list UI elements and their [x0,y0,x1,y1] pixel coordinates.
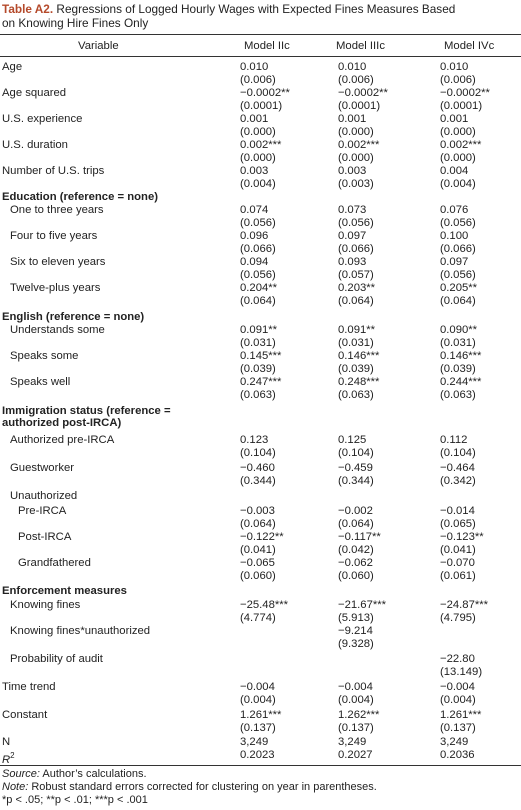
model-2-value: 0.073 [338,204,367,216]
model-1-value: 0.003 [240,165,269,177]
row-label: Grandfathered [18,557,91,569]
table-row [0,625,521,638]
table-number: Table A2. [2,2,54,16]
model-2-value: (0.063) [338,389,374,401]
model-3-value: −0.070 [440,557,475,569]
table-row [0,518,521,531]
model-2-value: −0.004 [338,681,373,693]
table-row [0,653,521,666]
model-3-value: −0.0002** [440,87,490,99]
table-row [0,694,521,707]
model-1-value: (4.774) [240,612,276,624]
source-label: Source: [2,768,40,780]
model-3-value: 0.146*** [440,350,482,362]
model-1-value: 0.094 [240,256,269,268]
model-3-value: (0.039) [440,363,476,375]
model-1-value: −0.003 [240,505,275,517]
model-3-value: 0.002*** [440,139,482,151]
top-rule [0,34,521,35]
table-row [0,585,521,598]
model-2-value: (0.004) [338,694,374,706]
model-2-value: (9.328) [338,638,374,650]
model-2-value: 0.203** [338,282,376,294]
header-variable: Variable [78,40,119,52]
model-2-value: (0.006) [338,74,374,86]
model-1-value: −0.0002** [240,87,290,99]
model-2-value: (0.104) [338,447,374,459]
model-1-value: 0.074 [240,204,269,216]
model-1-value: (0.063) [240,389,276,401]
row-label: Immigration status (reference = [2,405,171,417]
table-row [0,311,521,324]
model-3-value: 0.004 [440,165,469,177]
table-row [0,324,521,337]
model-3-value: (0.041) [440,544,476,556]
model-1-value: −0.460 [240,462,275,474]
model-1-value: 3,249 [240,736,269,748]
table-row [0,681,521,694]
model-3-value: 0.097 [440,256,469,268]
model-3-value: −24.87*** [440,599,489,611]
table-row [0,139,521,152]
row-label: U.S. duration [2,139,68,151]
row-label: authorized post-IRCA) [2,417,122,429]
model-2-value: (0.064) [338,518,374,530]
row-label: Age [2,61,23,73]
row-label: Unauthorized [10,490,78,502]
model-3-value: −0.464 [440,462,475,474]
table-row [0,363,521,376]
model-1-value: 0.204** [240,282,278,294]
row-label: Time trend [2,681,56,693]
table-row [0,87,521,100]
model-3-value: 0.244*** [440,376,482,388]
table-row [0,447,521,460]
row-label-superscript: 2 [10,751,15,760]
table-row [0,490,521,503]
model-3-value: (0.063) [440,389,476,401]
table-row [0,612,521,625]
model-2-value: −0.0002** [338,87,388,99]
table-row [0,531,521,544]
model-1-value: (0.0001) [240,100,283,112]
model-3-value: (0.004) [440,694,476,706]
model-3-value: 0.100 [440,230,469,242]
table-row [0,256,521,269]
table-row [0,74,521,87]
table-row [0,337,521,350]
model-2-value: (0.031) [338,337,374,349]
table-row [0,709,521,722]
model-1-value: (0.000) [240,126,276,138]
model-2-value: 0.010 [338,61,367,73]
table-row [0,126,521,139]
table-row [0,113,521,126]
table-row [0,570,521,583]
model-2-value: (0.064) [338,295,374,307]
table-row [0,376,521,389]
header-rule [0,56,521,57]
table-row [0,100,521,113]
model-1-value: (0.137) [240,722,276,734]
model-1-value: 0.247*** [240,376,282,388]
row-label: Constant [2,709,48,721]
table-row [0,666,521,679]
model-1-value: (0.056) [240,217,276,229]
model-1-value: 0.145*** [240,350,282,362]
model-2-value: 0.001 [338,113,367,125]
table-row [0,295,521,308]
model-3-value: (0.000) [440,152,476,164]
model-3-value: 0.010 [440,61,469,73]
header-model-ivc: Model IVc [444,40,495,52]
model-3-value: (0.006) [440,74,476,86]
table-caption-line1: Regressions of Logged Hourly Wages with Expected Fines Measures Based [56,2,456,16]
model-1-value: −0.065 [240,557,275,569]
model-3-value: (0.004) [440,178,476,190]
table-row [0,61,521,74]
model-3-value: −0.014 [440,505,475,517]
model-1-value: (0.039) [240,363,276,375]
note-label: Note: [2,781,29,793]
row-label: U.S. experience [2,113,83,125]
model-1-value: (0.004) [240,694,276,706]
row-label: Guestworker [10,462,75,474]
model-1-value: −0.004 [240,681,275,693]
row-label: Education (reference = none) [2,191,158,203]
model-1-value: 0.2023 [240,749,275,761]
model-2-value: 0.002*** [338,139,380,151]
model-2-value: 0.091** [338,324,376,336]
model-3-value: (0.056) [440,217,476,229]
row-label: Four to five years [10,230,98,242]
model-2-value: (0.057) [338,269,374,281]
model-1-value: 0.001 [240,113,269,125]
model-1-value: (0.060) [240,570,276,582]
model-1-value: 0.096 [240,230,269,242]
bottom-rule [0,765,521,766]
table-row [0,722,521,735]
row-label: Speaks well [10,376,71,388]
model-2-value: 0.2027 [338,749,373,761]
model-3-value: −22.80 [440,653,475,665]
row-label: Post-IRCA [18,531,72,543]
model-3-value: (0.031) [440,337,476,349]
row-label: One to three years [10,204,104,216]
table-row [0,230,521,243]
model-2-value: −0.117** [338,531,381,543]
table-row [0,417,521,430]
table-row [0,434,521,447]
table-title [2,2,517,30]
row-label: Enforcement measures [2,585,127,597]
model-1-value: (0.041) [240,544,276,556]
table-row [0,204,521,217]
model-3-value: (0.342) [440,475,476,487]
model-2-value: 0.125 [338,434,367,446]
model-3-value: (0.104) [440,447,476,459]
model-3-value: 0.112 [440,434,468,446]
row-label: Knowing fines [10,599,81,611]
model-3-value: −0.004 [440,681,475,693]
row-label: R [2,753,11,766]
model-2-value: 1.262*** [338,709,380,721]
table-row [0,475,521,488]
table-row [0,599,521,612]
model-2-value: 3,249 [338,736,367,748]
footnote-significance: *p < .05; **p < .01; ***p < .001 [2,794,148,806]
model-2-value: (0.039) [338,363,374,375]
note-text: Robust standard errors corrected for clustering on year in parentheses. [28,781,377,793]
model-2-value: 0.248*** [338,376,380,388]
model-2-value: (0.042) [338,544,374,556]
model-2-value: (5.913) [338,612,374,624]
table-row [0,736,521,749]
model-1-value: 0.123 [240,434,269,446]
row-label: Probability of audit [10,653,103,665]
table-row [0,557,521,570]
source-text: Author’s calculations. [39,768,147,780]
model-2-value: (0.344) [338,475,374,487]
model-3-value: (0.137) [440,722,476,734]
model-3-value: (0.064) [440,295,476,307]
header-model-iiic: Model IIIc [336,40,385,52]
model-1-value: (0.006) [240,74,276,86]
model-2-value: (0.066) [338,243,374,255]
model-3-value: (0.0001) [440,100,483,112]
row-label: Knowing fines*unauthorized [10,625,151,637]
model-2-value: (0.060) [338,570,374,582]
model-1-value: 0.010 [240,61,269,73]
row-label: Twelve-plus years [10,282,101,294]
model-2-value: −21.67*** [338,599,387,611]
model-3-value: (4.795) [440,612,476,624]
model-1-value: (0.000) [240,152,276,164]
model-2-value: (0.137) [338,722,374,734]
model-3-value: (0.061) [440,570,476,582]
table-row [0,544,521,557]
model-1-value: 1.261*** [240,709,282,721]
table-row [0,462,521,475]
model-2-value: −0.002 [338,505,373,517]
model-2-value: (0.000) [338,152,374,164]
model-1-value: (0.064) [240,295,276,307]
table-row [0,350,521,363]
model-1-value: (0.064) [240,518,276,530]
row-label: Speaks some [10,350,79,362]
row-label: Authorized pre-IRCA [10,434,115,446]
model-2-value: −0.062 [338,557,373,569]
model-1-value: (0.066) [240,243,276,255]
model-3-value: (0.065) [440,518,476,530]
model-1-value: 0.091** [240,324,278,336]
model-3-value: 3,249 [440,736,469,748]
model-2-value: (0.003) [338,178,374,190]
model-2-value: −0.459 [338,462,373,474]
footnote-note [2,781,517,794]
table-row [0,243,521,256]
model-2-value: 0.097 [338,230,367,242]
table-row [0,178,521,191]
row-label: Age squared [2,87,67,99]
model-3-value: (0.066) [440,243,476,255]
model-1-value: (0.344) [240,475,276,487]
model-1-value: −25.48*** [240,599,289,611]
row-label: Pre-IRCA [18,505,67,517]
model-3-value: (0.056) [440,269,476,281]
model-3-value: 0.076 [440,204,469,216]
table-row [0,152,521,165]
model-1-value: (0.004) [240,178,276,190]
row-label: Six to eleven years [10,256,106,268]
model-3-value: 0.2036 [440,749,475,761]
row-label: Number of U.S. trips [2,165,105,177]
model-1-value: 0.002*** [240,139,282,151]
model-2-value: (0.000) [338,126,374,138]
table-row [0,191,521,204]
model-3-value: −0.123** [440,531,484,543]
row-label: English (reference = none) [2,311,145,323]
table-row [0,269,521,282]
model-3-value: 0.090** [440,324,478,336]
footnote-source [2,768,517,781]
table-row [0,638,521,651]
model-3-value: (0.000) [440,126,476,138]
model-2-value: (0.0001) [338,100,381,112]
table-row [0,505,521,518]
model-3-value: (13.149) [440,666,483,678]
table-row [0,749,521,766]
model-2-value: 0.146*** [338,350,380,362]
model-1-value: (0.056) [240,269,276,281]
model-3-value: 0.001 [440,113,469,125]
row-label: Understands some [10,324,105,336]
header-model-iic: Model IIc [244,40,290,52]
table-row [0,217,521,230]
table-row [0,165,521,178]
table-caption-line2: on Knowing Hire Fines Only [2,16,149,30]
table-row [0,282,521,295]
model-2-value: 0.093 [338,256,367,268]
model-1-value: −0.122** [240,531,284,543]
model-1-value: (0.104) [240,447,276,459]
model-1-value: (0.031) [240,337,276,349]
table-row [0,389,521,402]
model-2-value: 0.003 [338,165,367,177]
model-2-value: −9.214 [338,625,373,637]
model-3-value: 0.205** [440,282,478,294]
model-2-value: (0.056) [338,217,374,229]
model-3-value: 1.261*** [440,709,482,721]
row-label: N [2,736,11,748]
